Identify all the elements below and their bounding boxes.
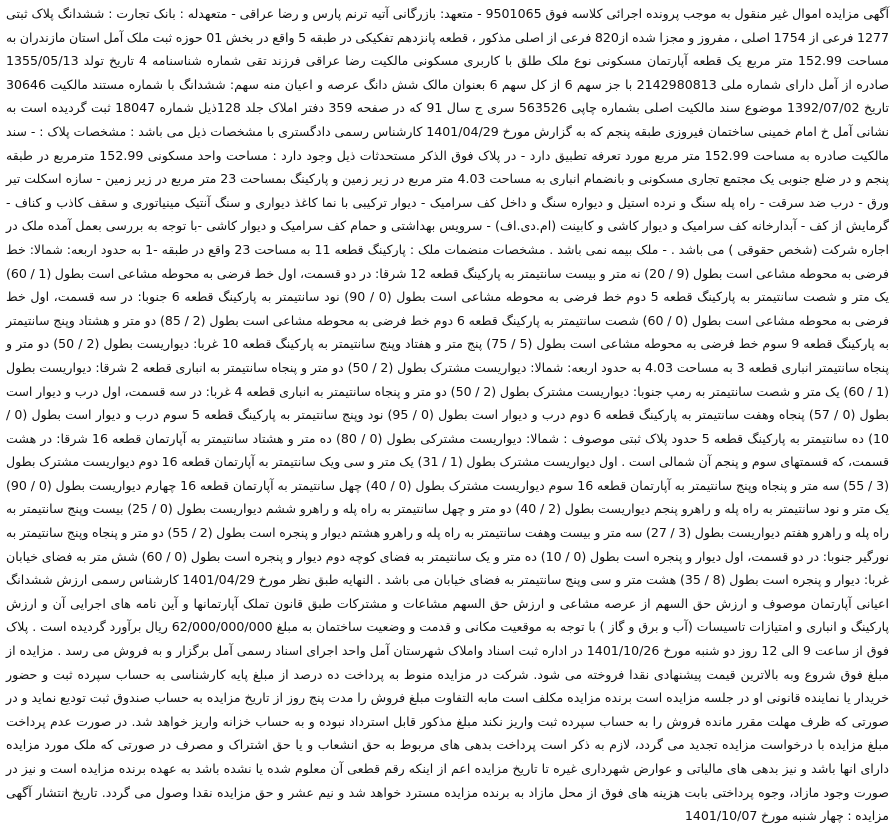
auction-notice-text: آگهی مزایده اموال غیر منقول به موجب پرونده اجرائی کلاسه فوق 9501065 - متعهد: بازرگانی آتیه ترنم پارس و رضا عراقی - متعهدله : بانک تجارت : ششدانگ پلاک ثبتی 1277 فرعی از 1754 اصلی ، مفروز و مجزا شده از820 فرعی از اصلی مذکور ، قطعه پانزدهم تفکیکی در طبقه 5 واقع در بخش 01 حوزه ثبت ملک آمل استان مازندران به مساحت 152.99 متر مربع یک قطعه آپارتمان مسکونی نوع ملک طلق با کاربری مسکونی مالکیت رضا عراقی فرزند تقی شماره شناسنامه 4 تاریخ تولد 1355/05/13 صادره از آمل دارای شماره ملی 2142980813 با جز سهم 6 از کل سهم 6 بعنوان مالک شش دانگ عرصه و اعیان منه سهم: ششدانگ با شماره مستند مالکیت 30646 تاریخ 1392/07/02 موضوع سند مالکیت اصلی بشماره چاپی 563526 سری ج سال 91 که در صفحه 359 دفتر املاک جلد 128ذیل شماره 18047 ثبت گردیده است به نشانی آمل خ امام خمینی ساختمان فیروزی طبقه پنجم که به گزارش مورخ 1401/04/29 کارشناس رسمی دادگستری با مشخصات ذیل می باشد : مشخصات پلاک : - سند مالکیت صادره به مساحت 152.99 متر مربع مورد تعرفه تطبیق دارد - در پلاک فوق الذکر مستحدثات ذیل وجود دارد : مساحت واحد مسکونی 152.99 مترمربع در طبقه پنجم و در ضلع جنوبی یک مجتمع تجاری مسکونی و بانضمام انباری به مساحت 4.03 متر مربع در زیر زمین و پارکینگ بمساحت 23 متر مربع در زیر زمین - سازه اسکلت تیر ورق - درب ضد سرقت - راه پله سنگ و نرده استیل و دیواره سنگ و داخل کف سرامیک - دیوار ترکیبی با نما کاغذ دیواری و سنگ آنتیک مینیاتوری و سقف کاذب و کناف - گرمایش از کف - آبدارخانه کف سرامیک و دیوار کاشی و کابینت (ام.دی.اف) - سرویس بهداشتی و حمام کف سرامیک و دیوار کاشی -با توجه به بررسی بعمل آمده ملک در اجاره شرکت (شخص حقوقی ) می باشد . - ملک بیمه نمی باشد . مشخصات منضمات ملک : پارکینگ قطعه 11 به مساحت 23 واقع در طبقه -1 به حدود اربعه: شمالا: خط فرضی به محوطه مشاعی است بطول (9 / 20) نه متر و بیست سانتیمتر به پارکینگ قطعه 12 شرقا: در دو قسمت، اول خط فرضی به محوطه مشاعی است بطول (1 / 60) یک متر و شصت سانتیمتر به پارکینگ قطعه 5 دوم خط فرضی به محوطه مشاعی است بطول (0 / 90) نود سانتیمتر به پارکینگ قطعه 6 جنوبا: در سه قسمت، اول خط فرضی به محوطه مشاعی است بطول (0 / 60) شصت سانتیمتر به پارکینگ قطعه 6 دوم خط فرضی به محوطه مشاعی است بطول (2 / 85) دو متر و هشتاد وپنج سانتیمتر به پارکینگ قطعه 9 سوم خط فرضی به محوطه مشاعی است بطول (5 / 75) پنج متر و هفتاد وپنج سانتیمتر به پارکینگ قطعه 10 غربا: دیواریست بطول (2 / 50) دو متر و پنجاه سانتیمتر انباری قطعه 3 به مساحت 4.03 به حدود اربعه: شمالا: دیواریست مشترک بطول (2 / 50) دو متر و پنجاه سانتیمتر به انباری قطعه 2 شرقا: دیواریست بطول (1 / 60) یک متر و شصت سانتیمتر به رمپ جنوبا: دیواریست مشترک بطول (2 / 50) دو متر و پنجاه سانتیمتر به انباری قطعه 4 غربا: در سه قسمت، اول درب و دیوار است بطول (0 / 57) پنجاه وهفت سانتیمتر به پارکینگ قطعه 6 دوم درب و دیوار است بطول (0 / 95) نود وپنج سانتیمتر به پارکینگ قطعه 5 سوم درب و دیوار است بطول (0 / 10) ده سانتیمتر به پارکینگ قطعه 5 حدود پلاک ثبتی موصوف : شمالا: دیواریست مشترکی بطول (0 / 80) ده متر و هشتاد سانتیمتر به آپارتمان قطعه 16 شرقا: در هشت قسمت، که قسمتهای سوم و پنجم آن شمالی است . اول دیواریست مشترک بطول (1 / 31) یک متر و سی ویک سانتیمتر به آپارتمان قطعه 16 دوم دیواریست مشترک بطول (3 / 55) سه متر و پنجاه وپنج سانتیمتر به آپارتمان قطعه 16 سوم دیواریست مشترک بطول (0 / 40) چهل سانتیمتر به آپارتمان قطعه 16 چهارم دیواریست بطول (0 / 90) یک متر و نود سانتیمتر به راه پله و راهرو پنجم دیواریست بطول (2 / 40) دو متر و چهل سانتیمتر به راه پله و راهرو ششم دیواریست بطول (0 / 25) بیست وپنج سانتیمتر به راه پله و راهرو هفتم دیواریست بطول (3 / 27) سه متر و بیست وهفت سانتیمتر به راه پله و راهرو هشتم دیوار و پنجره است بطول (2 / 55) دو متر و پنجاه وپنج سانتیمتر به نورگیر جنوبا: در دو قسمت، اول دیوار و پنجره است بطول (0 / 10) ده متر و یک سانتیمتر به فضای کوچه دوم دیوار و پنجره است بطول (0 / 60) شش متر به فضای خیابان غربا: دیوار و پنجره است بطول (8 / 35) هشت متر و سی وپنج سانتیمتر به فضای خیابان می باشد . النهایه طبق نظر مورخ 1401/04/29 کارشناس رسمی ارزش ششدانگ اعیانی آپارتمان موصوف و ارزش حق السهم از عرصه مشاعی و ارزش حق السهم مشاعات و مشترکات طبق قانون تملک آپارتمانها و آین نامه های اجرایی آن و ارزش پارکینگ و انباری و امتیازات تاسیسات (آب و برق و گاز ) با توجه به موقعیت مکانی و قدمت و وضعیت ساختمان به مبلغ 62/000/000/000 ریال برآورد گردیده است . پلاک فوق از ساعت 9 الی 12 روز دو شنبه مورخ 1401/10/26 در اداره ثبت اسناد واملاک شهرستان آمل واحد اجرای اسناد رسمی آمل برگزار و به فروش می رسد . مزایده از مبلغ فوق شروع وبه بالاترین قیمت پیشنهادی نقدا فروخته می شود. شرکت در مزایده منوط به پرداخت ده درصد از مبلغ پایه کارشناسی به حساب سپرده ثبت و حضور خریدار یا نماینده قانونی او در جلسه مزایده است برنده مزایده مکلف است مابه التفاوت مبلغ فروش را مدت پنج روز از تاریخ مزایده به حساب صندوق ثبت تودیع نماید و در صورتی که ظرف مهلت مقرر مانده فروش را به حساب سپرده ثبت واریز نکند مبلغ مذکور قابل استرداد نبوده و به حساب خزانه واریز خواهد شد. در صورت عدم پرداخت مبلغ مزایده با درخواست مزایده تجدید می گردد، لازم به ذکر است پرداخت بدهی های مربوط به حق انشعاب و یا حق اشتراک و مصرف در صورتی که ملک مورد مزایده دارای انها باشد و نیز بدهی های مالیاتی و عوارض شهرداری غیره تا تاریخ مزایده اعم از اینکه رقم قطعی آن معلوم شده یا نشده باشد به عهده برنده مزایده است و نیز در صورت وجود مازاد، وجوه پرداختی بابت هزینه های فوق از محل مازاد به برنده مزایده مسترد خواهد شد و نیم عشر و حق مزایده نقدا وصول می گردد. تاریخ انتشار آگهی مزایده : چهار شنبه مورخ 1401/10/07 xyxy=(6,6,890,824)
